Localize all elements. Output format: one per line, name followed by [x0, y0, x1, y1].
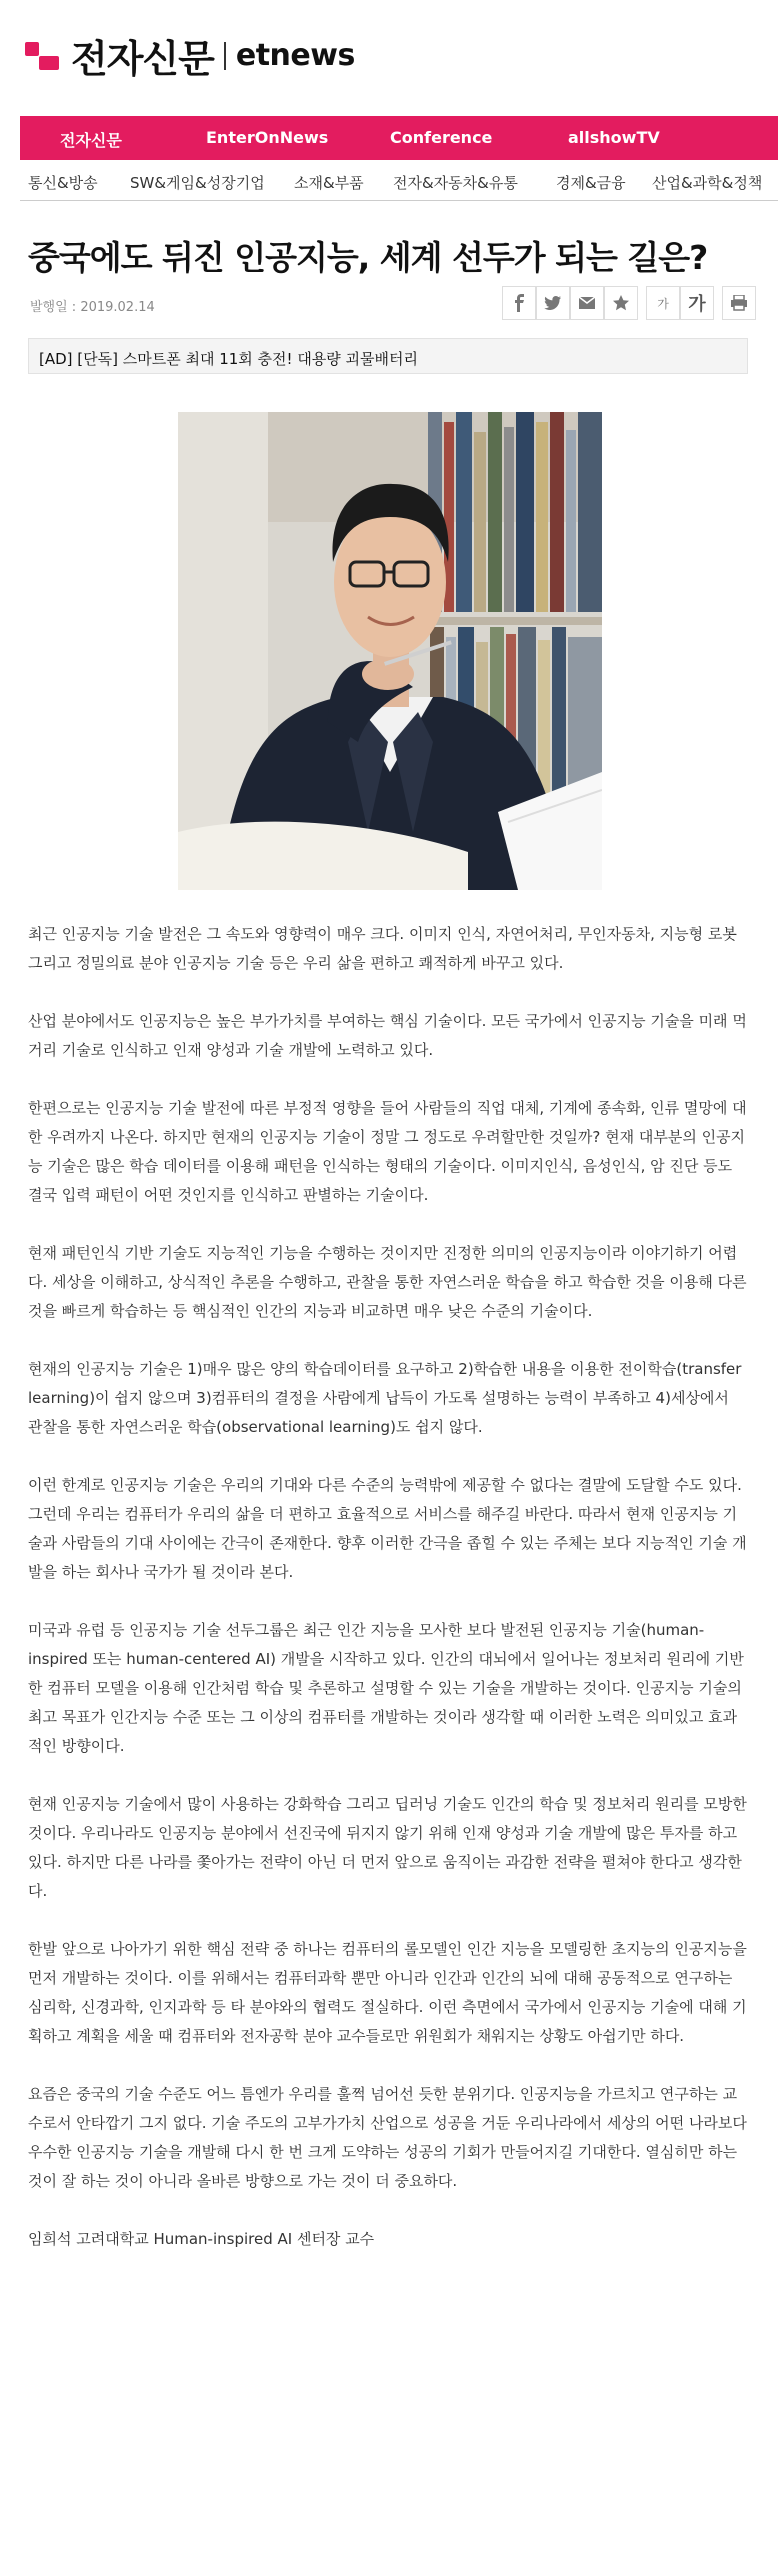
ad-banner-text: [AD] [단독] 스마트폰 최대 11회 충전! 대용량 괴물배터리: [39, 350, 419, 368]
print-icon[interactable]: [722, 286, 756, 320]
font-large-label: 가: [688, 294, 706, 315]
email-icon[interactable]: [570, 286, 604, 320]
logo-korean-text: 전자신문: [71, 37, 214, 81]
font-large-icon[interactable]: [680, 286, 714, 320]
main-nav: [20, 116, 778, 160]
site-header: [0, 0, 781, 112]
sub-nav: [20, 164, 778, 201]
article-paragraph: 최근 인공지능 기술 발전은 그 속도와 영향력이 매우 크다. 이미지 인식, 자연어처리, 무인자동차, 지능형 로봇 그리고 정밀의료 분야 인공지능 기술 등은 우리 삶을 편하고 쾌적하게 바꾸고 있다.: [28, 925, 737, 972]
main-nav-item-etnews[interactable]: 전자신문: [60, 131, 122, 150]
sub-nav-item-telecom[interactable]: 통신&방송: [28, 174, 98, 192]
sub-nav-item-sw-game[interactable]: SW&게임&성장기업: [130, 174, 265, 192]
article-toolbar: [502, 286, 756, 320]
article-paragraph: 미국과 유럽 등 인공지능 기술 선두그룹은 최근 인간 지능을 모사한 보다 발전된 인공지능 기술(human-inspired 또는 human-centered AI) 개발을 시작하고 있다. 인간의 대뇌에서 일어나는 정보처리 원리에 기반한 컴퓨터 모델을 이용해 인간처럼 학습 및 추론하고 설명할 수 있는 기술을 개발하는 것이다. 인공지능 기술의 최고 목표가 인간지능 수준 또는 그 이상의 컴퓨터를 개발하는 것이라 생각할 때 이러한 노력은 의미있고 효과적인 방향이다.: [28, 1621, 744, 1755]
font-small-icon[interactable]: [646, 286, 680, 320]
main-nav-item-conference[interactable]: Conference: [390, 128, 493, 147]
article-byline: 임희석 고려대학교 Human-inspired AI 센터장 교수: [28, 2230, 375, 2248]
logo-mark-icon: [25, 36, 65, 76]
article-paragraph: 산업 분야에서도 인공지능은 높은 부가가치를 부여하는 핵심 기술이다. 모든 국가에서 인공지능 기술을 미래 먹거리 기술로 인식하고 인재 양성과 기술 개발에 노력하고 있다.: [28, 1012, 747, 1059]
article-photo: [178, 412, 602, 890]
logo-english-text: etnews: [235, 38, 355, 73]
main-nav-item-enteronnews[interactable]: EnterOnNews: [206, 128, 329, 147]
facebook-icon[interactable]: [502, 286, 536, 320]
article-paragraph: 현재 인공지능 기술에서 많이 사용하는 강화학습 그리고 딥러닝 기술도 인간의 학습 및 정보처리 원리를 모방한 것이다. 우리나라도 인공지능 분야에서 선진국에 뒤지지 않기 위해 인재 양성과 기술 개발에 많은 투자를 하고 있다. 하지만 다른 나라를 쫓아가는 전략이 아닌 더 먼저 앞으로 움직이는 과감한 전략을 펼쳐야 한다고 생각한다.: [28, 1795, 747, 1900]
article-title: 중국에도 뒤진 인공지능, 세계 선두가 되는 길은?: [28, 238, 708, 277]
site-logo[interactable]: [25, 28, 355, 83]
sub-nav-item-electronics-auto[interactable]: 전자&자동차&유통: [393, 174, 518, 192]
ad-banner[interactable]: [28, 338, 748, 374]
twitter-icon[interactable]: [536, 286, 570, 320]
bookmark-star-icon[interactable]: [604, 286, 638, 320]
logo-divider: [224, 42, 226, 70]
main-nav-item-allshowtv[interactable]: allshowTV: [568, 128, 660, 147]
sub-nav-item-industry-science[interactable]: 산업&과학&정책: [652, 174, 763, 192]
article-paragraph: 이런 한계로 인공지능 기술은 우리의 기대와 다른 수준의 능력밖에 제공할 수 없다는 결말에 도달할 수도 있다. 그런데 우리는 컴퓨터가 우리의 삶을 더 편하고 효율적으로 서비스를 해주길 바란다. 따라서 현재 인공지능 기술과 사람들의 기대 사이에는 간극이 존재한다. 향후 이러한 간극을 좁힐 수 있는 주체는 보다 지능적인 기술 개발을 하는 회사나 국가가 될 것이라 본다.: [28, 1476, 747, 1581]
article-body: [28, 920, 748, 2254]
article-date: 발행일 : 2019.02.14: [30, 300, 155, 315]
font-small-label: 가: [657, 296, 669, 311]
article-paragraph: 한발 앞으로 나아가기 위한 핵심 전략 중 하나는 컴퓨터의 롤모델인 인간 지능을 모델링한 초지능의 인공지능을 먼저 개발하는 것이다. 이를 위해서는 컴퓨터과학 뿐만 아니라 인간과 인간의 뇌에 대해 공동적으로 연구하는 심리학, 신경과학, 인지과학 등 타 분야와의 협력도 절실하다. 이런 측면에서 국가에서 인공지능 기술에 대해 기획하고 계획을 세울 때 컴퓨터와 전자공학 분야 교수들로만 위원회가 채워지는 상황도 아쉽기만 하다.: [28, 1940, 747, 2045]
article-paragraph: 현재의 인공지능 기술은 1)매우 많은 양의 학습데이터를 요구하고 2)학습한 내용을 이용한 전이학습(transfer learning)이 쉽지 않으며 3)컴퓨터의 결정을 사람에게 납득이 가도록 설명하는 능력이 부족하고 4)세상에서 관찰을 통한 자연스러운 학습(observational learning)도 쉽지 않다.: [28, 1360, 742, 1436]
article-paragraph: 요즘은 중국의 기술 수준도 어느 틈엔가 우리를 훌쩍 넘어선 듯한 분위기다. 인공지능을 가르치고 연구하는 교수로서 안타깝기 그지 없다. 기술 주도의 고부가가치 산업으로 성공을 거둔 우리나라에서 세상의 어떤 나라보다 우수한 인공지능 기술을 개발해 다시 한 번 크게 도약하는 성공의 기회가 만들어지길 기대한다. 열심히만 하는 것이 잘 하는 것이 아니라 올바른 방향으로 가는 것이 더 중요하다.: [28, 2085, 747, 2190]
sub-nav-item-materials[interactable]: 소재&부품: [294, 174, 364, 192]
sub-nav-item-economy[interactable]: 경제&금융: [556, 174, 626, 192]
article-paragraph: 한편으로는 인공지능 기술 발전에 따른 부정적 영향을 들어 사람들의 직업 대체, 기계에 종속화, 인류 멸망에 대한 우려까지 나온다. 하지만 현재의 인공지능 기술이 정말 그 정도로 우려할만한 것일까? 현재 대부분의 인공지능 기술은 많은 학습 데이터를 이용해 패턴을 인식하는 형태의 기술이다. 이미지인식, 음성인식, 암 진단 등도 결국 입력 패턴이 어떤 것인지를 인식하고 판별하는 기술이다.: [28, 1099, 747, 1204]
article-paragraph: 현재 패턴인식 기반 기술도 지능적인 기능을 수행하는 것이지만 진정한 의미의 인공지능이라 이야기하기 어렵다. 세상을 이해하고, 상식적인 추론을 수행하고, 관찰을 통한 자연스러운 학습을 하고 학습한 것을 이용해 다른 것을 빠르게 학습하는 등 핵심적인 인간의 지능과 비교하면 매우 낮은 수준의 기술이다.: [28, 1244, 747, 1320]
